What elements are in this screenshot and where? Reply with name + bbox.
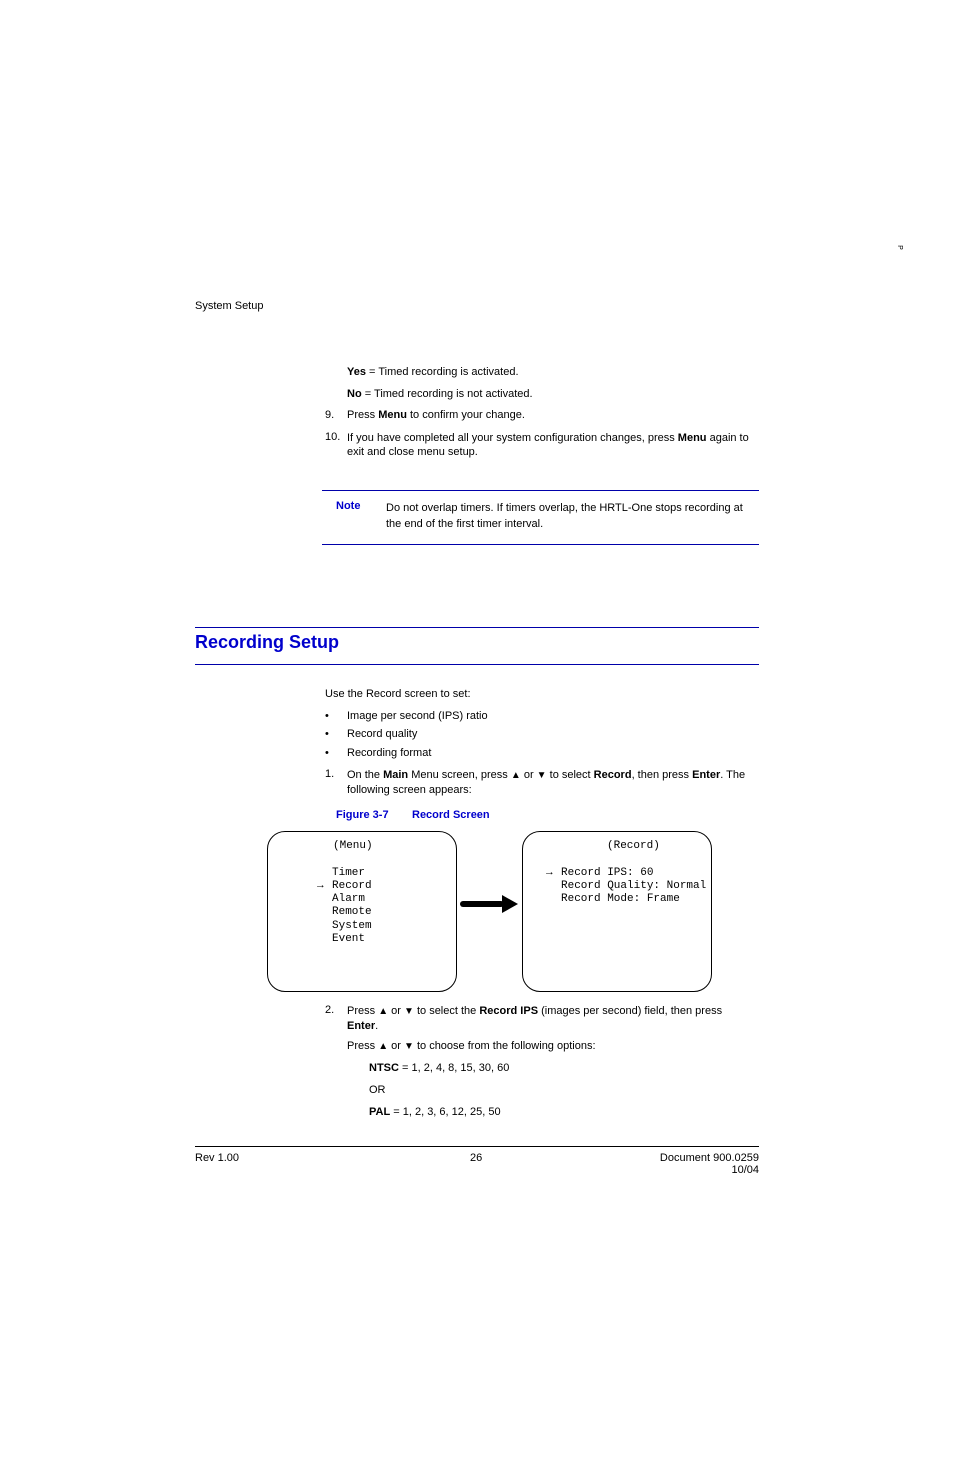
bullet-item: Record quality — [347, 728, 418, 740]
step-1-t5: , then press — [631, 769, 693, 781]
footer-document — [600, 1152, 759, 1176]
section-title: Recording Setup — [195, 632, 340, 652]
option-yes-text: = Timed recording is activated. — [369, 366, 519, 378]
menu-screen-title: (Menu) — [333, 840, 373, 852]
figure-label: Figure 3-7 — [336, 809, 389, 821]
step-2-sub-post: to choose from the following options: — [413, 1040, 596, 1052]
pointer-arrow-icon: → — [546, 867, 553, 879]
step-2-t1: Press — [347, 1005, 379, 1017]
step-2-t2: or — [388, 1005, 404, 1017]
note-line-2: the end of the first timer interval. — [386, 518, 544, 530]
record-screen-box — [522, 831, 712, 992]
step-2-sub-pre: Press — [347, 1040, 379, 1052]
step-1-t3: or — [520, 769, 537, 781]
bullet-marker: • — [325, 728, 329, 740]
corner-mark: P — [895, 245, 903, 250]
step-9-post: to confirm your change. — [406, 409, 525, 421]
note-label: Note — [336, 500, 361, 512]
up-arrow-icon: ▲ — [378, 1041, 389, 1052]
footer-doc-number: Document 900.0259 — [659, 1152, 759, 1164]
step-2-enter: Enter — [347, 1020, 376, 1032]
step-1-enter: Enter — [692, 769, 721, 781]
option-pal-key: PAL — [369, 1106, 391, 1118]
record-item-ips: Record IPS: 60 — [561, 867, 654, 879]
option-or: OR — [369, 1084, 386, 1096]
step-9-text — [347, 409, 525, 421]
menu-item-system: System — [332, 920, 372, 932]
step-2-t5: . — [375, 1020, 379, 1032]
option-ntsc-text: = 1, 2, 4, 8, 15, 30, 60 — [402, 1062, 510, 1074]
step-1-main: Main — [383, 769, 409, 781]
section-bottom-rule — [195, 664, 759, 665]
step-1-t2: Menu screen, press — [408, 769, 511, 781]
step-1-line2: following screen appears: — [347, 784, 472, 796]
step-9-pre: Press — [347, 409, 379, 421]
menu-item-remote: Remote — [332, 906, 372, 918]
option-ntsc — [369, 1062, 509, 1074]
down-arrow-icon: ▼ — [404, 1041, 414, 1052]
step-2-record-ips: Record IPS — [479, 1005, 539, 1017]
option-yes — [347, 366, 519, 378]
figure-title: Record Screen — [412, 809, 490, 821]
footer-rev: Rev 1.00 — [195, 1152, 240, 1164]
record-item-mode: Record Mode: Frame — [561, 893, 680, 905]
step-9-bold: Menu — [378, 409, 407, 421]
option-no-text: = Timed recording is not activated. — [364, 388, 533, 400]
down-arrow-icon: ▼ — [404, 1006, 414, 1017]
pointer-arrow-icon: → — [317, 880, 324, 892]
footer-date: 10/04 — [731, 1164, 759, 1176]
step-1-record: Record — [593, 769, 632, 781]
step-10-line2: exit and close menu setup. — [347, 446, 478, 458]
note-body — [386, 500, 766, 532]
step-1-t4: to select — [546, 769, 594, 781]
option-pal — [369, 1106, 501, 1118]
up-arrow-icon: ▲ — [510, 770, 521, 781]
footer-rule — [195, 1146, 759, 1147]
menu-item-event: Event — [332, 933, 366, 945]
step-1-t1: On the — [347, 769, 384, 781]
step-10-text — [347, 431, 767, 459]
option-pal-text: = 1, 2, 3, 6, 12, 25, 50 — [393, 1106, 501, 1118]
bullet-item: Image per second (IPS) ratio — [347, 710, 488, 722]
step-2-t3: to select the — [413, 1005, 480, 1017]
step-10-post: again to — [706, 432, 749, 444]
step-10-bold: Menu — [677, 432, 707, 444]
step-1-text — [347, 768, 767, 798]
step-1-number: 1. — [325, 768, 335, 780]
step-2-number: 2. — [325, 1004, 335, 1016]
section-top-rule — [195, 627, 759, 628]
section-intro: Use the Record screen to set: — [325, 688, 471, 700]
step-1-t6: . The — [720, 769, 746, 781]
menu-item-alarm: Alarm — [332, 893, 366, 905]
option-no — [347, 388, 533, 400]
step-2-text — [347, 1004, 767, 1034]
note-top-rule — [322, 490, 759, 491]
bullet-marker: • — [325, 710, 329, 722]
step-2-subtext — [347, 1040, 596, 1052]
option-yes-key: Yes — [347, 366, 366, 378]
step-2-t4: (images per second) field, then press — [538, 1005, 723, 1017]
bullet-marker: • — [325, 747, 329, 759]
down-arrow-icon: ▼ — [536, 770, 547, 781]
option-no-key: No — [347, 388, 362, 400]
menu-item-record: Record — [332, 880, 372, 892]
up-arrow-icon: ▲ — [378, 1006, 389, 1017]
step-2-sub-or: or — [388, 1040, 404, 1052]
step-10-pre: If you have completed all your system configuration changes, press — [347, 432, 678, 444]
step-9-number: 9. — [325, 409, 335, 421]
right-arrow-icon — [458, 894, 520, 914]
bullet-item: Recording format — [347, 747, 432, 759]
record-item-quality: Record Quality: Normal — [561, 880, 707, 892]
running-header: System Setup — [195, 300, 264, 312]
menu-item-timer: Timer — [332, 867, 366, 879]
step-10-number: 10. — [325, 431, 341, 443]
note-line-1: Do not overlap timers. If timers overlap, the HRTL-One stops recording at — [386, 502, 743, 514]
note-bottom-rule — [322, 544, 759, 545]
record-screen-title: (Record) — [607, 840, 660, 852]
option-ntsc-key: NTSC — [369, 1062, 399, 1074]
footer-page-number: 26 — [470, 1152, 483, 1164]
